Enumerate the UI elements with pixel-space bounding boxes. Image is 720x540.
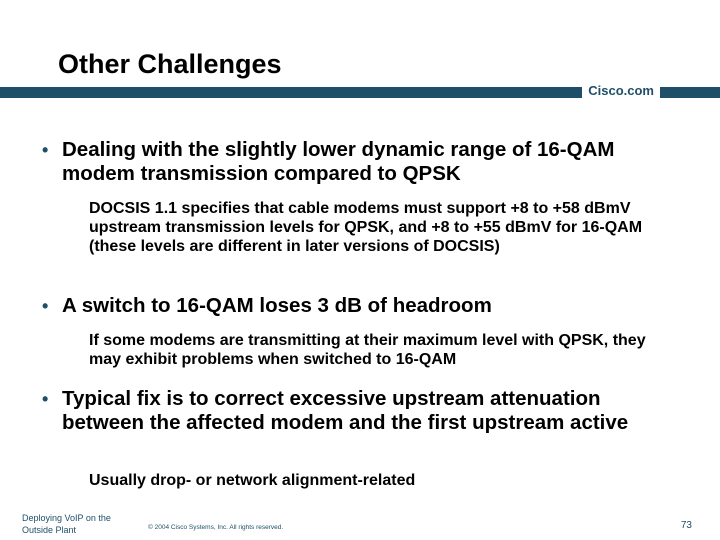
bullet-3-text: Typical fix is to correct excessive upstream attenuation between the affected modem and the first upstream active [62,387,629,434]
bullet-1-sub: DOCSIS 1.1 specifies that cable modems must support +8 to +58 dBmV upstream transmission levels for QPSK, and +8 to +55 dBmV for 16-QAM (these levels are different in later versions of DOCSIS) [89,200,643,255]
footer-course: Deploying VoIP on the Outside Plant [22,513,111,535]
bullet-dot-icon: • [42,296,49,316]
brand-logo: Cisco.com [582,84,660,98]
bullet-2 [42,294,682,318]
bullet-2-sub: If some modems are transmitting at their maximum level with QPSK, they may exhibit problems when switched to 16-QAM [89,332,646,368]
bullet-dot-icon: • [42,140,49,160]
slide-title: Other Challenges [58,49,282,79]
bullet-2-text: A switch to 16-QAM loses 3 dB of headroom [62,294,492,317]
page-number: 73 [680,520,692,531]
bullet-dot-icon: • [42,389,49,409]
bullet-3-sub: Usually drop- or network alignment-related [89,472,416,489]
bullet-3 [42,387,682,435]
footer-copyright: © 2004 Cisco Systems, Inc. All rights reserved. [148,524,284,531]
bullet-1 [42,138,682,186]
bullet-1-text: Dealing with the slightly lower dynamic range of 16-QAM modem transmission compared to QPSK [62,138,615,185]
